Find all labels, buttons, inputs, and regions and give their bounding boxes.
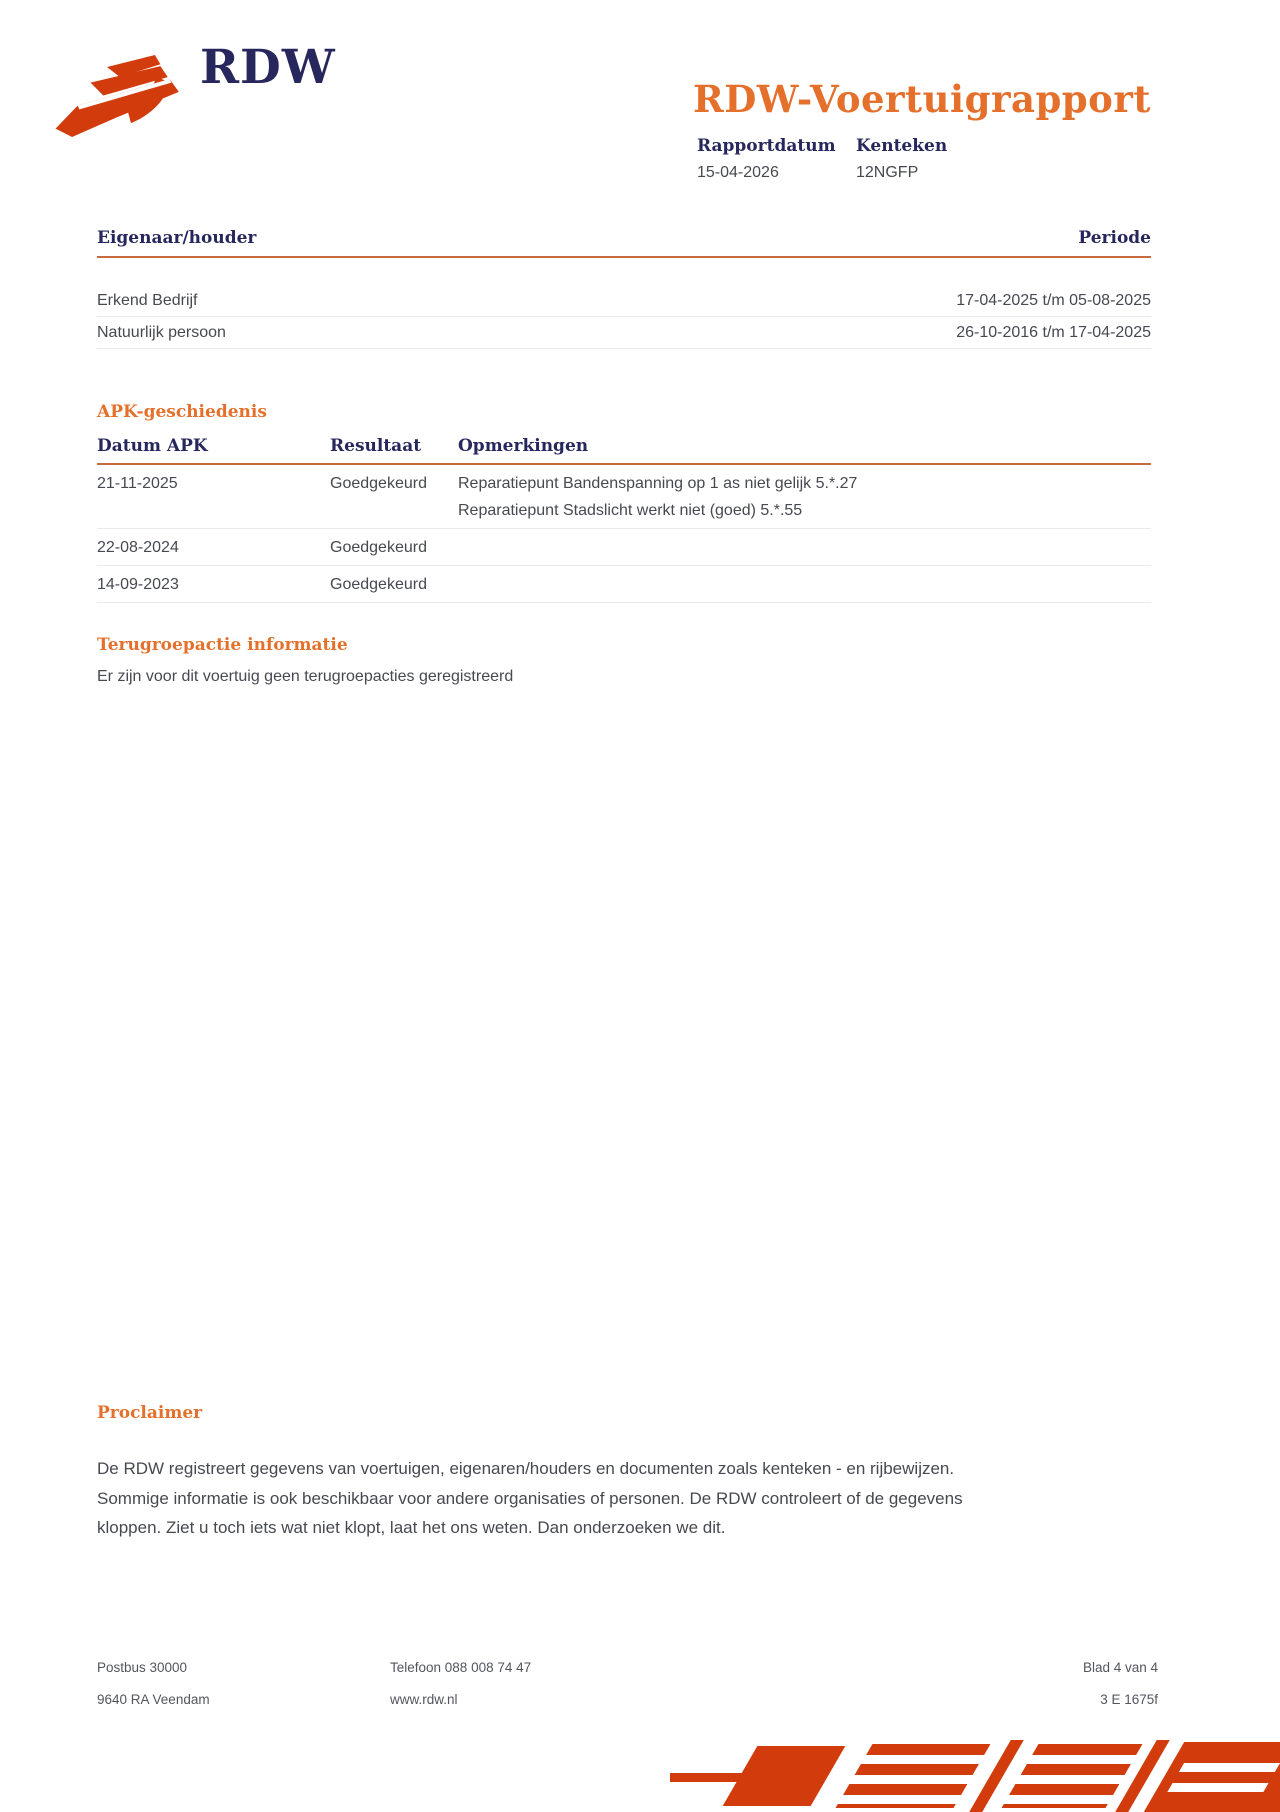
- owner-name: Natuurlijk persoon: [97, 323, 226, 341]
- report-date-block: [697, 136, 856, 182]
- recall-info-text: Er zijn voor dit voertuig geen terugroepacties geregistreerd: [97, 668, 514, 685]
- table-row: [97, 529, 1151, 566]
- apk-remark-line: Reparatiepunt Bandenspanning op 1 as niet gelijk 5.*.27: [458, 475, 858, 492]
- apk-column-date: Datum APK: [97, 436, 208, 456]
- apk-date: 21-11-2025: [97, 475, 178, 492]
- apk-history-section: [97, 402, 1151, 603]
- owner-holder-section: [97, 228, 1151, 349]
- proclaimer-line: kloppen. Ziet u toch iets wat niet klopt, laat het ons weten. Dan onderzoeken we dit.: [97, 1518, 726, 1537]
- apk-history-title: APK-geschiedenis: [97, 402, 267, 422]
- rdw-feather-logo-icon: [50, 50, 188, 142]
- owner-period: 17-04-2025 t/m 05-08-2025: [956, 291, 1151, 309]
- table-row: [97, 465, 1151, 529]
- proclaimer-section: [97, 1403, 1151, 1543]
- owner-period: 26-10-2016 t/m 17-04-2025: [956, 323, 1151, 341]
- footer-address-line1: Postbus 30000: [97, 1660, 188, 1675]
- apk-date: 22-08-2024: [97, 539, 179, 556]
- footer-page-number: Blad 4 van 4: [1082, 1660, 1158, 1675]
- footer-form-code: 3 E 1675f: [1100, 1692, 1158, 1707]
- recall-info-section: [97, 635, 1151, 686]
- owner-holder-title: Eigenaar/houder: [97, 228, 257, 248]
- owner-name: Erkend Bedrijf: [97, 291, 198, 309]
- table-row: [97, 317, 1151, 349]
- owner-holder-header: [97, 228, 1151, 258]
- table-row: [97, 566, 1151, 603]
- recall-info-title: Terugroepactie informatie: [97, 635, 348, 655]
- apk-table-header: [97, 436, 1151, 465]
- license-plate-value: 12NGFP: [856, 164, 919, 181]
- apk-remark-line: Reparatiepunt Stadslicht werkt niet (goed) 5.*.55: [458, 502, 803, 519]
- rdw-wordmark: RDW: [200, 40, 336, 95]
- apk-result: Goedgekeurd: [330, 475, 427, 492]
- footer-address-line2: 9640 RA Veendam: [97, 1692, 210, 1707]
- apk-remarks: [458, 534, 1151, 561]
- apk-remarks: [458, 571, 1151, 598]
- footer: [97, 1660, 1158, 1724]
- footer-website: www.rdw.nl: [390, 1692, 458, 1707]
- apk-column-result: Resultaat: [330, 436, 422, 456]
- footer-phone: Telefoon 088 008 74 47: [390, 1660, 532, 1675]
- apk-remarks: [458, 470, 1151, 524]
- report-meta: [697, 136, 947, 182]
- owner-holder-rows: [97, 258, 1151, 349]
- license-plate-label: Kenteken: [856, 136, 948, 156]
- rdw-stripes-logo-icon: [668, 1740, 1280, 1812]
- license-plate-block: [856, 136, 947, 182]
- apk-result: Goedgekeurd: [330, 576, 427, 593]
- apk-column-remarks: Opmerkingen: [458, 436, 589, 456]
- proclaimer-title: Proclaimer: [97, 1403, 203, 1423]
- apk-result: Goedgekeurd: [330, 539, 427, 556]
- report-date-label: Rapportdatum: [697, 136, 836, 156]
- period-column-label: Periode: [1078, 228, 1151, 248]
- table-row: [97, 285, 1151, 317]
- apk-date: 14-09-2023: [97, 576, 179, 593]
- report-date-value: 15-04-2026: [697, 164, 779, 181]
- proclaimer-text: [97, 1454, 1151, 1543]
- page-title: RDW-Voertuigrapport: [693, 76, 1151, 121]
- proclaimer-line: Sommige informatie is ook beschikbaar voor andere organisaties of personen. De RDW controleert of de gegevens: [97, 1488, 963, 1508]
- proclaimer-line: De RDW registreert gegevens van voertuigen, eigenaren/houders en documenten zoals kenteken - en rijbewijzen.: [97, 1459, 955, 1478]
